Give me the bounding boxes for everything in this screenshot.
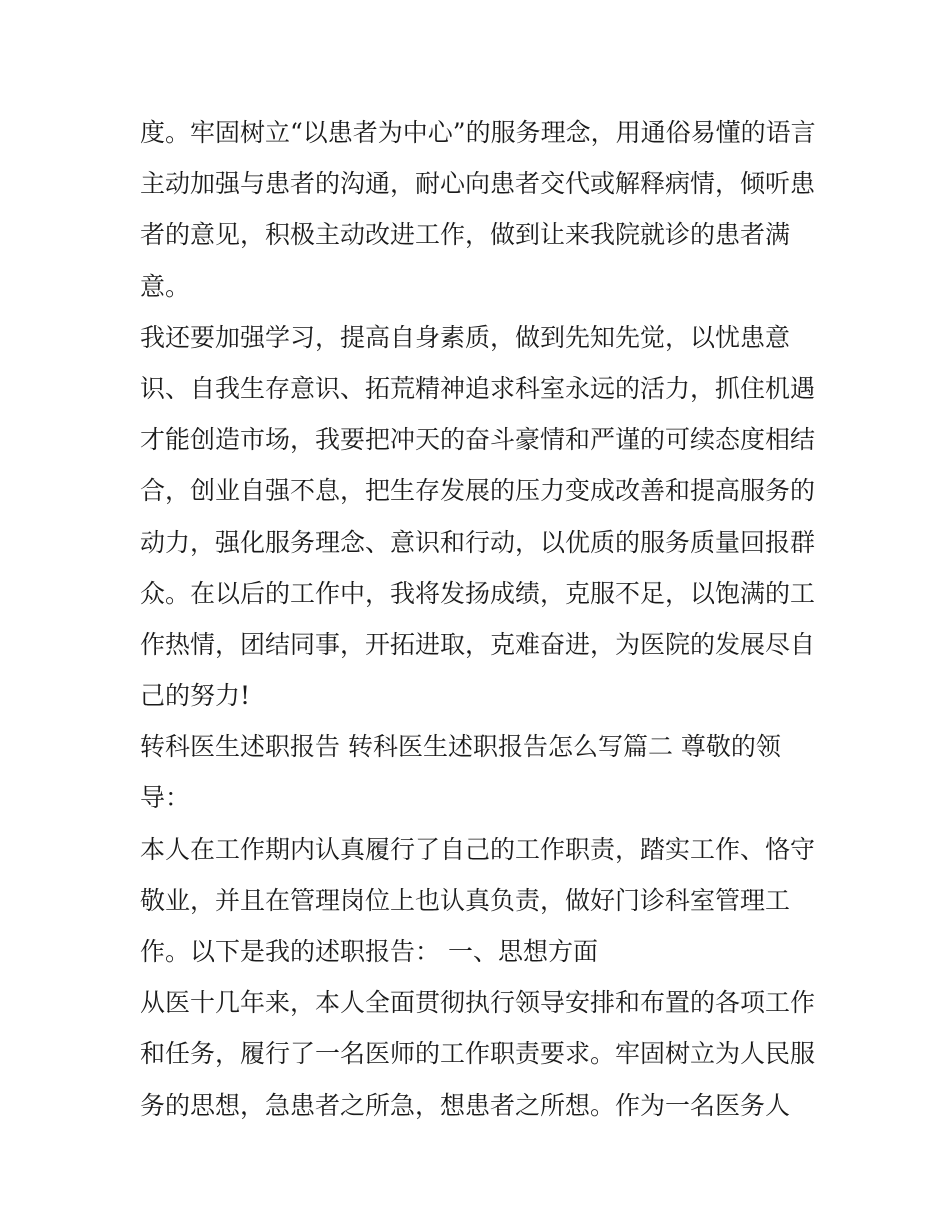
text-line: 和任务，履行了一名医师的工作职责要求。牢固树立为人民服 (140, 1039, 816, 1069)
text-line: 合，创业自强不息，把生存发展的压力变成改善和提高服务的 (140, 476, 816, 506)
text-line: 识、自我生存意识、拓荒精神追求科室永远的活力，抓住机遇 (140, 373, 816, 403)
text-line: 从医十几年来，本人全面贯彻执行领导安排和布置的各项工作 (140, 988, 816, 1018)
section-heading-line: 转科医生述职报告 转科医生述职报告怎么写篇二 尊敬的领 (140, 732, 781, 762)
section-heading-line: 导： (140, 783, 191, 813)
text-line: 意。 (140, 271, 191, 301)
text-line: 作热情，团结同事，开拓进取，克难奋进，为医院的发展尽自 (140, 629, 816, 659)
text-line: 作。以下是我的述职报告： 一、思想方面 (140, 937, 598, 966)
text-line: 度。牢固树立“以患者为中心”的服务理念，用通俗易懂的语言 (140, 118, 816, 147)
document-body (140, 107, 820, 1131)
text-line: 己的努力! (140, 681, 251, 711)
text-line: 我还要加强学习，提高自身素质，做到先知先觉，以忧患意 (140, 322, 791, 352)
text-line: 主动加强与患者的沟通，耐心向患者交代或解释病情，倾听患 (140, 169, 816, 199)
text-line: 本人在工作期内认真履行了自己的工作职责，踏实工作、恪守 (140, 834, 816, 864)
text-line: 众。在以后的工作中，我将发扬成绩，克服不足，以饱满的工 (140, 578, 816, 608)
text-line: 者的意见，积极主动改进工作，做到让来我院就诊的患者满 (140, 220, 791, 250)
text-line: 动力，强化服务理念、意识和行动，以优质的服务质量回报群 (140, 527, 816, 557)
text-line: 务的思想，急患者之所急，想患者之所想。作为一名医务人 (140, 1090, 791, 1120)
text-line: 才能创造市场，我要把冲天的奋斗豪情和严谨的可续态度相结 (140, 425, 816, 455)
text-line: 敬业，并且在管理岗位上也认真负责，做好门诊科室管理工 (140, 885, 791, 915)
